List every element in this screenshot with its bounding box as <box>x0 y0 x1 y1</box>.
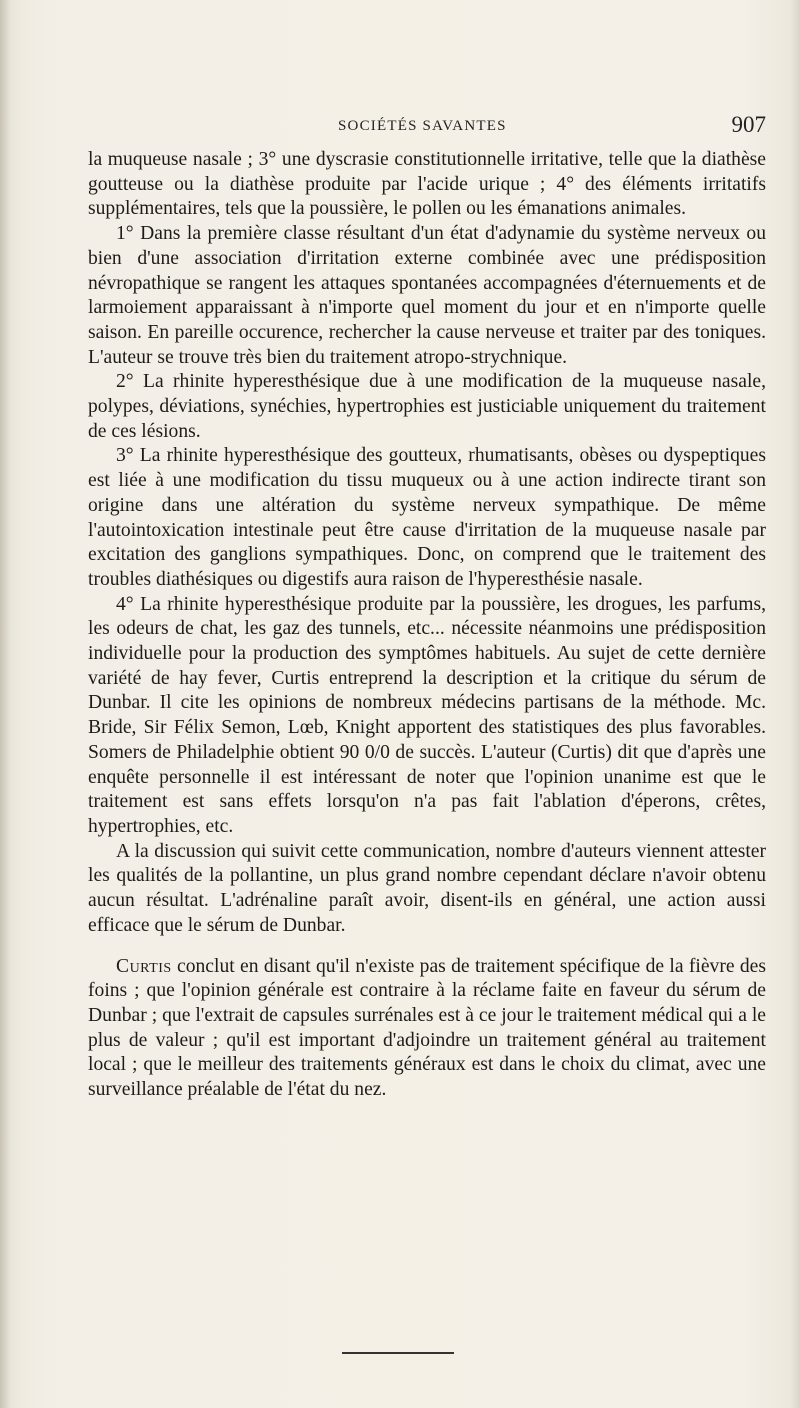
running-title: SOCIÉTÉS SAVANTES <box>338 118 507 134</box>
paragraph-continuation: la muqueuse nasale ; 3° une dyscrasie constitutionnelle irritative, telle que la diathèse goutteuse ou la diathèse produite par l'acide urique ; 4° des éléments irritatifs supplémentaires, tels que la poussière, le pollen ou les émanations animales. <box>88 149 766 220</box>
paragraph-first-class: 1° Dans la première classe résultant d'un état d'adynamie du système nerveux ou bien d'une association d'irritation externe combinée avec une prédisposition névropathique se rangent les attaques spontanées accompagnées d'éternuements et de larmoiement apparaissant à n'importe quel moment du jour et en n'importe quelle saison. En pareille occurence, rechercher la cause nerveuse et traiter par des toniques. L'auteur se trouve très bien du traitement atropo-strychnique. <box>88 223 766 368</box>
page-header <box>88 112 768 142</box>
conclusion-author: Curtis <box>116 955 172 977</box>
paragraph-fourth-class: 4° La rhinite hyperesthésique produite par la poussière, les drogues, les parfums, les odeurs de chat, les gaz des tunnels, etc... nécessite néanmoins une prédisposition individuelle pour la production des symptômes habituels. Au sujet de cette dernière variété de hay fever, Curtis entreprend la description et la critique du sérum de Dunbar. Il cite les opinions de nombreux médecins partisans de la méthode. Mc. Bride, Sir Félix Semon, Lœb, Knight apportent des statistiques des plus favorables. Somers de Philadelphie obtient 90 0/0 de succès. L'auteur (Curtis) dit que d'après une enquête personnelle il est intéressant de noter que l'opinion unanime est que le traitement est sans effets lorsqu'on n'a pas fait l'ablation d'éperons, crêtes, hypertrophies, etc. <box>88 593 766 837</box>
article-body <box>88 148 766 1103</box>
paragraph-third-class: 3° La rhinite hyperesthésique des goutteux, rhumatisants, obèses ou dyspeptiques est liée à une modification du tissu muqueux ou à une action indirecte tirant son origine dans une altération du système nerveux sympathique. De même l'autointoxication intestinale peut être cause d'irritation de la muqueuse nasale par excitation des ganglions sympathiques. Donc, on comprend que le traitement des troubles diathésiques ou digestifs aura raison de l'hyperesthésie nasale. <box>88 445 766 590</box>
end-of-section-rule <box>342 1352 454 1354</box>
conclusion-text: conclut en disant qu'il n'existe pas de traitement spécifique de la fièvre des foins ; que l'opinion générale est contraire à la réclame faite en faveur du sérum de Dunbar ; que l'extrait de capsules surrénales est à ce jour le traitement médical qui a le plus de valeur ; qu'il est important d'adjoindre un traitement général au traitement local ; que le meilleur des traitements généraux est dans le choix du climat, avec une surveillance préalable de l'état du nez. <box>88 955 766 1101</box>
paragraph-conclusion <box>88 955 766 1103</box>
page-number: 907 <box>731 112 766 137</box>
paragraph-second-class: 2° La rhinite hyperesthésique due à une modification de la muqueuse nasale, polypes, déviations, synéchies, hypertrophies est justiciable uniquement du traitement de ces lésions. <box>88 371 766 442</box>
paragraph-discussion: A la discussion qui suivit cette communication, nombre d'auteurs viennent attester les qualités de la pollantine, un plus grand nombre cependant déclare n'avoir obtenu aucun résultat. L'adrénaline paraît avoir, disent-ils en général, une action aussi efficace que le sérum de Dunbar. <box>88 840 766 936</box>
page-binding-edge <box>0 0 10 1408</box>
